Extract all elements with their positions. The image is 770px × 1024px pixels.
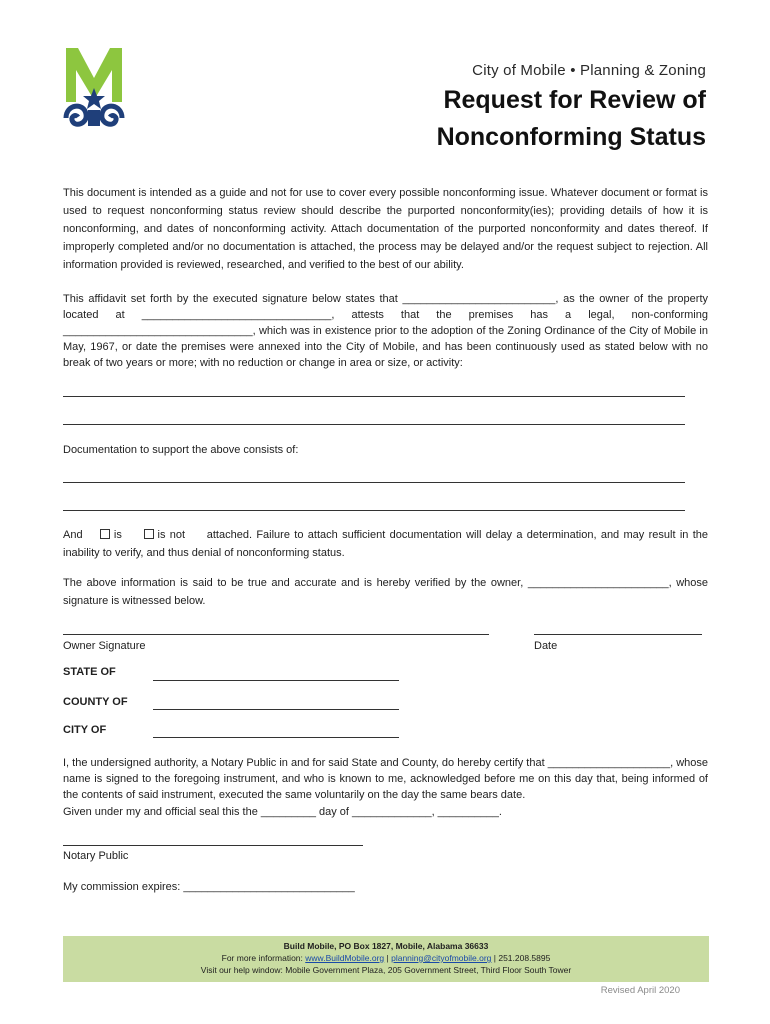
footer-contact: For more information: www.BuildMobile.org | planning@cityofmobile.org | 251.208.5895 [221,953,551,963]
documentation-line-2[interactable] [63,510,685,511]
document-title-line2: Nonconforming Status [436,123,706,151]
is-not-label: is not [157,529,186,541]
footer-banner [63,936,709,982]
date-line[interactable] [534,634,702,635]
intro-paragraph: This document is intended as a guide and not for use to cover every possible nonconforming issue. Whatever document or format is used to request nonconforming status review should describe the purported nonconformity(ies); providing details of how it is nonconforming, and dates of nonconforming activity. Attach documentation of the purported nonconformity and dates thereof. If improperly completed and/or no documentation is attached, the process may be delayed and/or the request subject to rejection. All information provided is reviewed, researched, and verified to the best of our ability. [63,187,708,271]
county-of-line[interactable] [153,709,399,710]
phone-number: | 251.208.5895 [491,953,551,963]
email-link[interactable]: planning@cityofmobile.org [391,953,492,963]
notary-signature-line[interactable] [63,845,363,846]
city-of-mobile-logo [62,44,126,136]
county-of-label: COUNTY OF [63,696,128,708]
department-name: City of Mobile • Planning & Zoning [472,62,706,79]
date-label: Date [534,640,558,652]
is-checkbox[interactable] [100,529,110,539]
city-of-line[interactable] [153,737,399,738]
affidavit-paragraph: This affidavit set forth by the executed signature below states that _________________________, as the owner of the property located at _______________________________, attests that the premises has a legal, non-conforming _______________________________, which was in existence prior to the adoption of the Zoning Ordinance of the City of Mobile in May, 1967, or date the premises were annexed into the City of Mobile, and has been continuously used as stated below with no break of two years or more; with no reduction or change in area or size, or activity: [63,293,708,369]
document-title-line1: Request for Review of [443,86,706,114]
attachment-paragraph [63,526,708,562]
notary-paragraph: I, the undersigned authority, a Notary Public in and for said State and County, do hereby certify that ____________________, whose name is signed to the foregoing instrument, and who is known to me, acknowledged before me on this day that, being informed of the contents of said instrument, executed the same voluntarily on the day the same bears date. [63,757,708,801]
activity-line-2[interactable] [63,424,685,425]
owner-signature-line[interactable] [63,634,489,635]
owner-signature-label: Owner Signature [63,640,146,652]
state-of-label: STATE OF [63,666,116,678]
given-under-seal: Given under my and official seal this the _________ day of _____________, __________. [63,806,502,818]
activity-line-1[interactable] [63,396,685,397]
commission-expires: My commission expires: ____________________________ [63,881,355,893]
state-of-line[interactable] [153,680,399,681]
is-not-checkbox[interactable] [144,529,154,539]
website-link[interactable]: www.BuildMobile.org [305,953,385,963]
documentation-label: Documentation to support the above consists of: [63,444,299,456]
document-header [437,62,706,153]
is-label: is [113,529,122,541]
city-of-label: CITY OF [63,724,107,736]
verification-paragraph: The above information is said to be true and accurate and is hereby verified by the owner, _______________________, whose signature is witnessed below. [63,577,708,607]
notary-public-label: Notary Public [63,850,129,862]
revision-date: Revised April 2020 [600,985,680,996]
footer-help-window: Visit our help window: Mobile Government Plaza, 205 Government Street, Third Floor South Tower [200,965,572,975]
and-label: And [63,529,83,541]
footer-address: Build Mobile, PO Box 1827, Mobile, Alabama 36633 [283,941,489,951]
attachment-text: attached. Failure to attach sufficient documentation will delay a determination, and may result in the inability to verify, and thus denial of nonconforming status. [63,529,709,559]
documentation-line-1[interactable] [63,482,685,483]
